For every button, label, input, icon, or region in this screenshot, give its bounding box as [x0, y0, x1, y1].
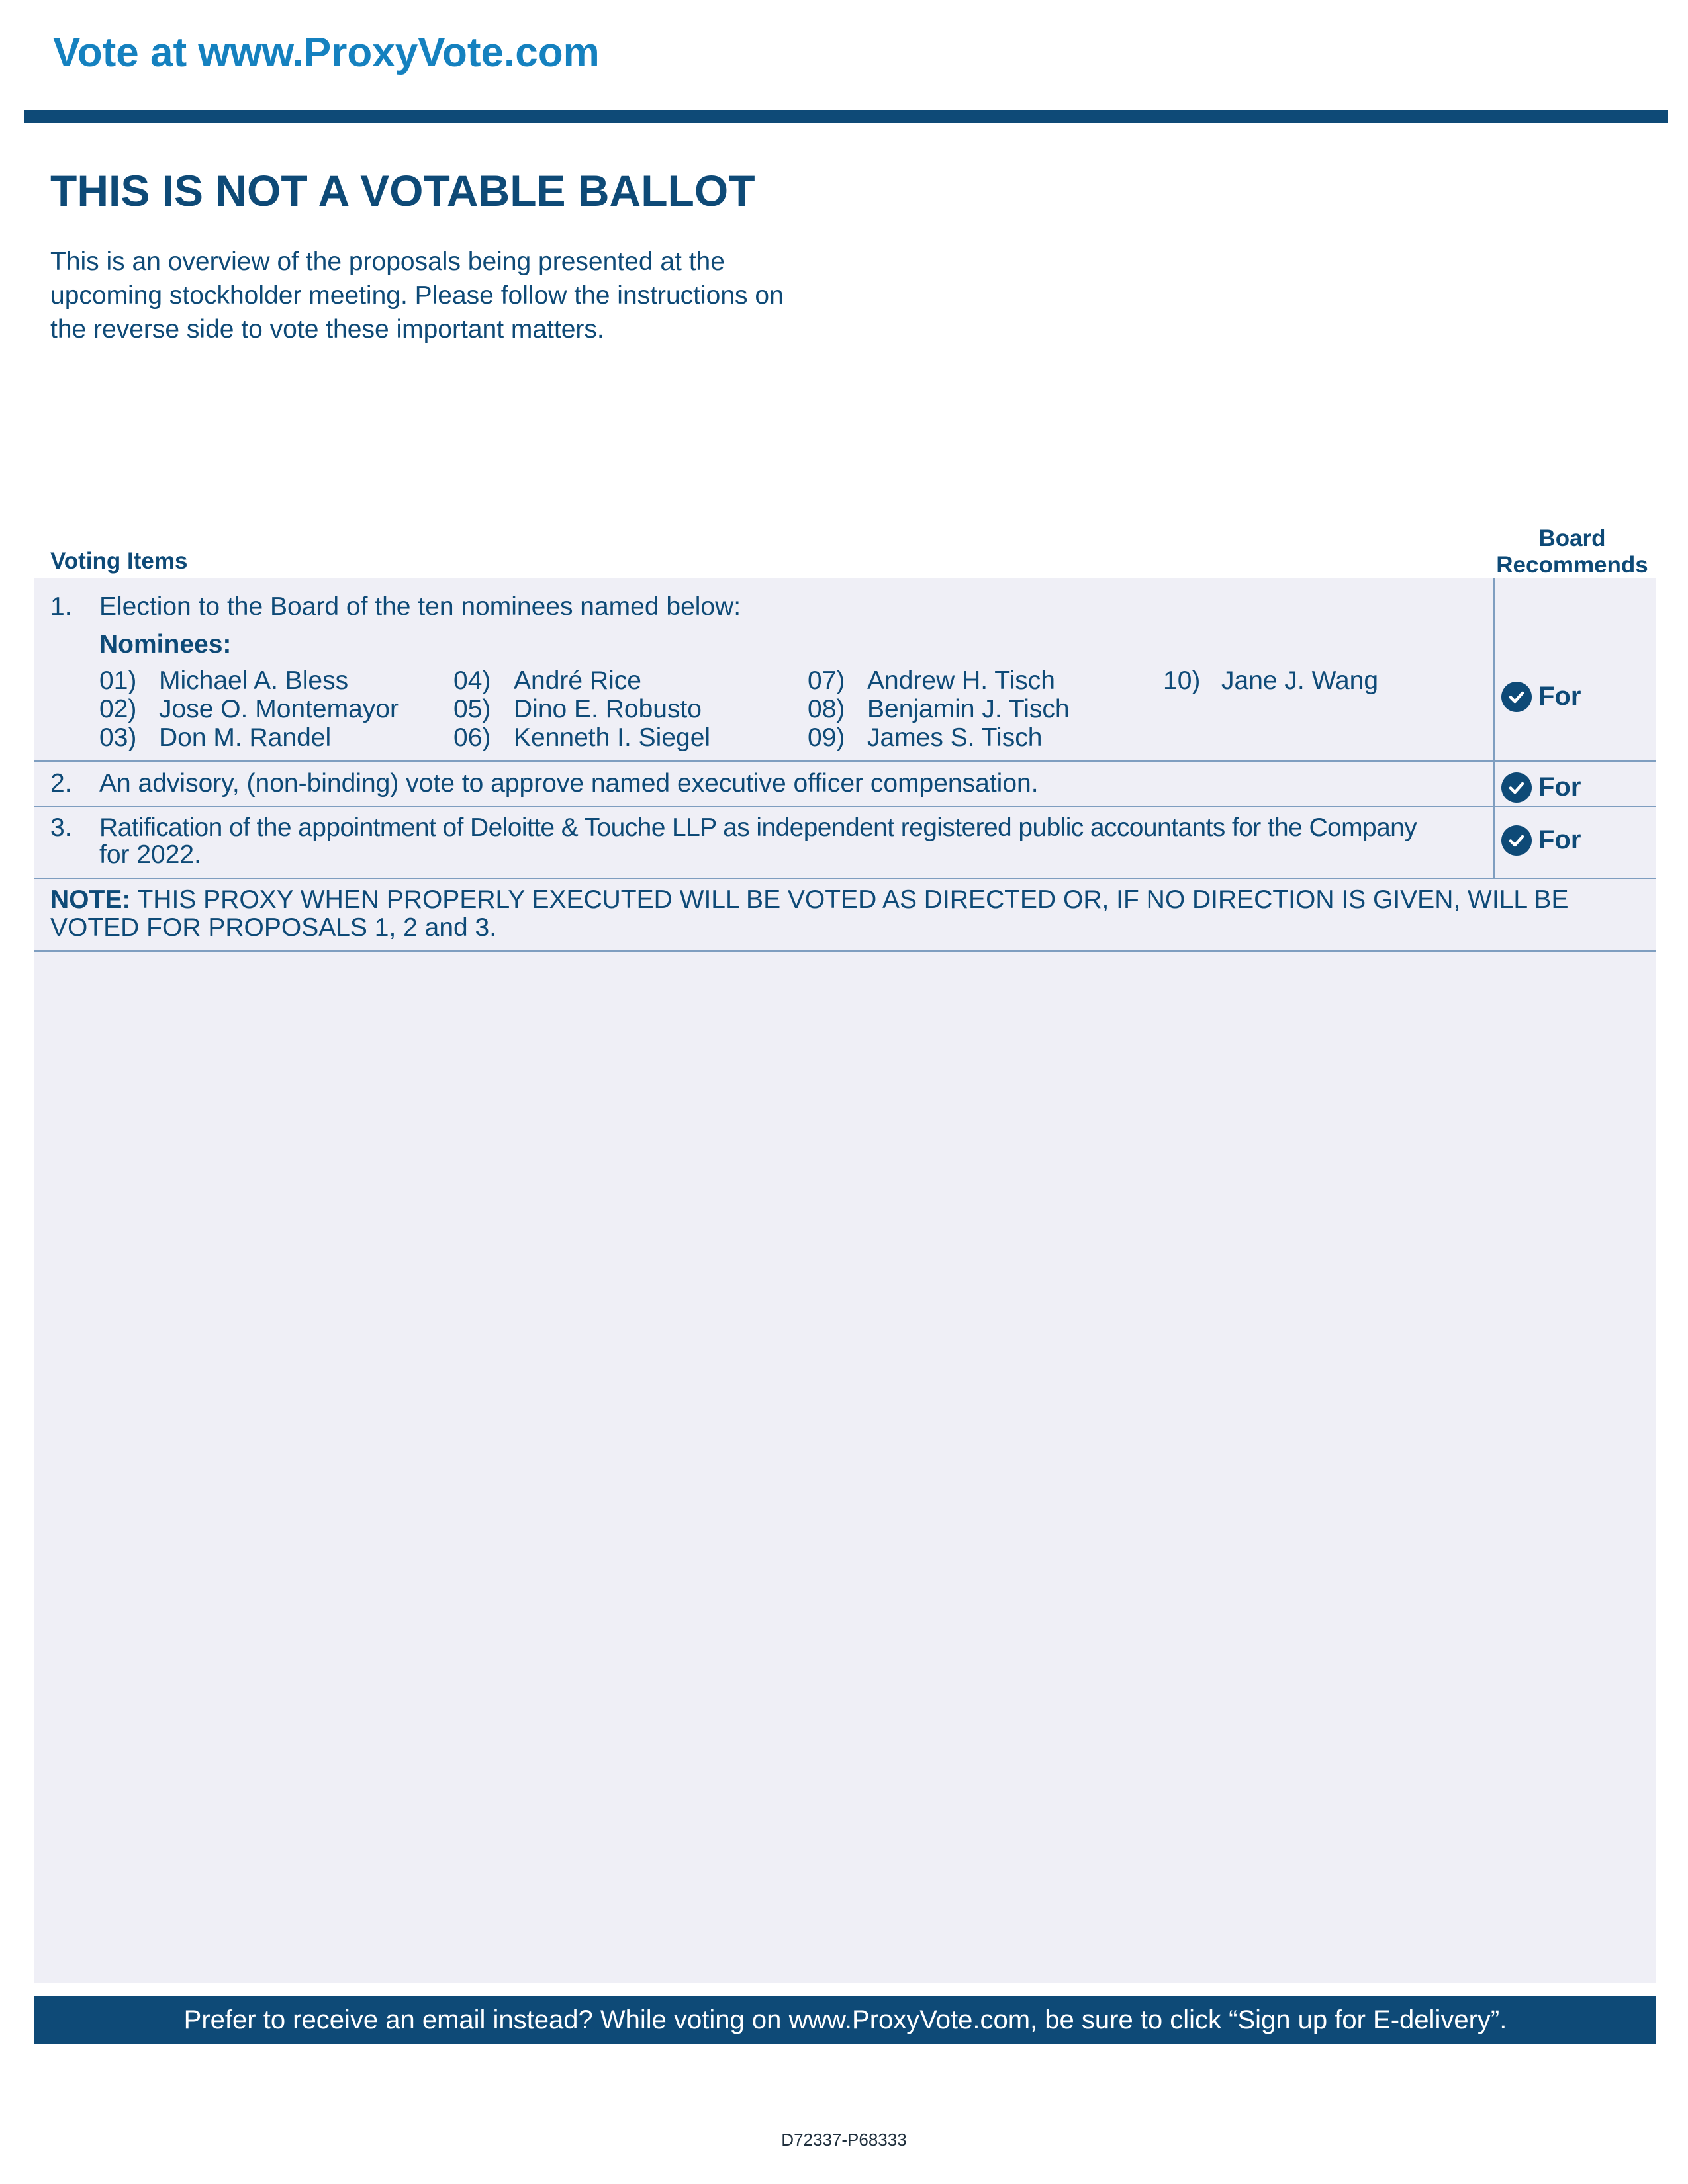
voting-items-label: Voting Items — [50, 548, 188, 574]
nominee-number: 07) — [808, 666, 845, 695]
nominee-name: Benjamin J. Tisch — [867, 695, 1070, 723]
nominee-number: 05) — [453, 695, 491, 723]
page-title: THIS IS NOT A VOTABLE BALLOT — [50, 166, 755, 215]
recommendation-label: For — [1538, 825, 1581, 854]
document-code: D72337-P68333 — [781, 2130, 907, 2150]
header-title: Vote at www.ProxyVote.com — [53, 30, 600, 75]
nominee-number: 03) — [99, 723, 137, 752]
nominee-name: James S. Tisch — [867, 723, 1043, 752]
row-divider — [34, 806, 1656, 807]
recommend-column-divider — [1493, 578, 1495, 878]
row-divider — [34, 760, 1656, 762]
row-divider — [34, 878, 1656, 879]
note — [50, 886, 1568, 914]
item-text: Election to the Board of the ten nominees named below: — [99, 592, 741, 621]
item-number: 1. — [50, 592, 72, 621]
recommendation-label: For — [1538, 682, 1581, 711]
nominee-number: 02) — [99, 695, 137, 723]
nominee-name: Don M. Randel — [159, 723, 332, 752]
note-label: NOTE: — [50, 886, 131, 914]
item-number: 2. — [50, 769, 72, 797]
nominee-name: Andrew H. Tisch — [867, 666, 1055, 695]
note-text: VOTED FOR PROPOSALS 1, 2 and 3. — [50, 913, 497, 942]
intro-paragraph — [50, 245, 911, 346]
nominee-number: 09) — [808, 723, 845, 752]
nominee-name: Jose O. Montemayor — [159, 695, 399, 723]
item-text: Ratification of the appointment of Deloitte & Touche LLP as independent registered public accountants for the Company — [99, 813, 1417, 842]
nominees-label: Nominees: — [99, 630, 232, 659]
check-circle-icon — [1501, 825, 1532, 856]
item-text: for 2022. — [99, 841, 201, 869]
nominee-number: 10) — [1163, 666, 1201, 695]
nominee-name: Michael A. Bless — [159, 666, 349, 695]
recommendation-label: For — [1538, 772, 1581, 801]
nominee-name: Jane J. Wang — [1221, 666, 1379, 695]
footer-band — [34, 1996, 1656, 2044]
check-circle-icon — [1501, 682, 1532, 712]
nominee-number: 08) — [808, 695, 845, 723]
intro-line: the reverse side to vote these important matters. — [50, 315, 604, 343]
nominee-name: André Rice — [514, 666, 641, 695]
item-text: An advisory, (non-binding) vote to approve named executive officer compensation. — [99, 769, 1039, 797]
header-rule — [24, 110, 1668, 123]
intro-line: upcoming stockholder meeting. Please follow the instructions on — [50, 281, 784, 310]
row-divider — [34, 950, 1656, 952]
check-circle-icon — [1501, 772, 1532, 803]
nominee-name: Dino E. Robusto — [514, 695, 702, 723]
item-number: 3. — [50, 813, 72, 842]
board-recommends-label — [1489, 525, 1655, 578]
nominee-number: 06) — [453, 723, 491, 752]
board-recommends-line: Board — [1538, 525, 1606, 551]
intro-line: This is an overview of the proposals being presented at the — [50, 248, 725, 276]
nominee-number: 01) — [99, 666, 137, 695]
nominee-number: 04) — [453, 666, 491, 695]
note-text: THIS PROXY WHEN PROPERLY EXECUTED WILL BE VOTED AS DIRECTED OR, IF NO DIRECTION IS GIVEN, WILL BE — [137, 886, 1569, 914]
footer-text: Prefer to receive an email instead? While voting on www.ProxyVote.com, be sure to click “Sign up for E-delivery”. — [183, 2005, 1507, 2034]
board-recommends-line: Recommends — [1496, 552, 1648, 578]
nominee-name: Kenneth I. Siegel — [514, 723, 711, 752]
